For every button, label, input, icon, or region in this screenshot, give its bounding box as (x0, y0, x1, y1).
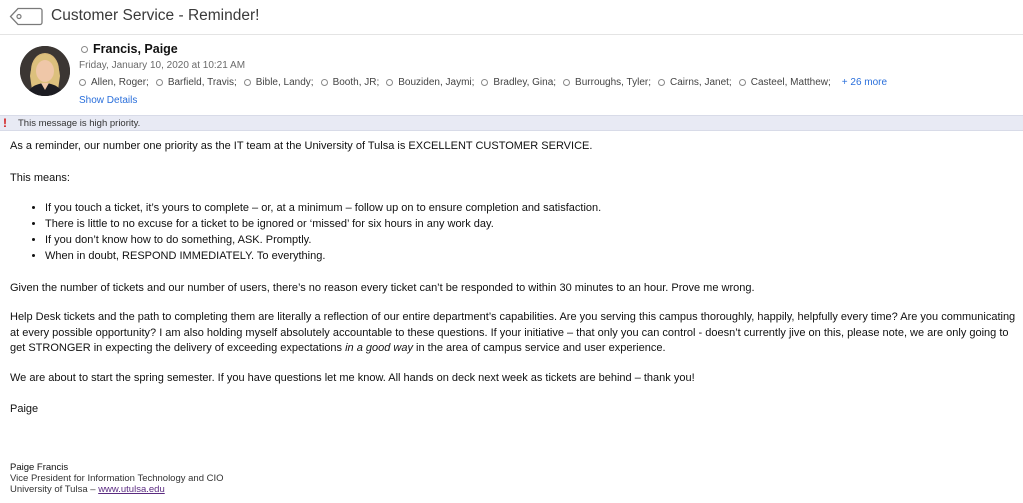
list-item: • If you touch a ticket, it’s yours to complete – or, at a minimum – follow up on to ensure completion and satisfaction. (45, 200, 601, 216)
list-item: • If you don’t know how to do something, ASK. Promptly. (45, 232, 601, 248)
recipient[interactable]: Bradley, Gina; (481, 77, 556, 88)
presence-icon (244, 79, 251, 86)
recipient[interactable]: Burroughs, Tyler; (563, 77, 651, 88)
list-item: • There is little to no excuse for a ticket to be ignored or ‘missed’ for six hours in any work day. (45, 216, 601, 232)
presence-icon (321, 79, 328, 86)
bullet-list (10, 200, 601, 264)
signature-org: University of Tulsa – www.utulsa.edu (10, 484, 165, 495)
exclamation-icon: ! (3, 116, 7, 130)
recipient[interactable]: Cairns, Janet; (658, 77, 732, 88)
recipient[interactable]: Bible, Landy; (244, 77, 314, 88)
presence-icon (386, 79, 393, 86)
emphasis-text: in a good way (345, 342, 413, 354)
signature-name: Paige Francis (10, 462, 69, 473)
recipient[interactable]: Booth, JR; (321, 77, 380, 88)
presence-icon (739, 79, 746, 86)
recipient[interactable]: Casteel, Matthew; (739, 77, 831, 88)
recipient-list (79, 77, 887, 88)
presence-icon (658, 79, 665, 86)
list-item: • When in doubt, RESPOND IMMEDIATELY. To everything. (45, 248, 601, 264)
more-recipients-link[interactable]: + 26 more (841, 77, 888, 88)
recipient[interactable]: Allen, Roger; (79, 77, 149, 88)
body-paragraph: This means: (10, 172, 70, 184)
priority-text: This message is high priority. (18, 118, 141, 129)
presence-icon (79, 79, 86, 86)
body-paragraph: Given the number of tickets and our number of users, there’s no reason every ticket can’t be responded to within 30 minutes to an hour. Prove me wrong. (10, 282, 755, 294)
body-paragraph: As a reminder, our number one priority as the IT team at the University of Tulsa is EXCELLENT CUSTOMER SERVICE. (10, 140, 593, 152)
signature-title: Vice President for Information Technology and CIO (10, 473, 224, 484)
signoff: Paige (10, 403, 39, 415)
tag-icon[interactable] (9, 7, 43, 26)
presence-icon (156, 79, 163, 86)
sent-date: Friday, January 10, 2020 at 10:21 AM (79, 60, 246, 71)
show-details-link[interactable]: Show Details (79, 95, 138, 106)
email-signature (10, 462, 224, 495)
body-paragraph: Help Desk tickets and the path to completing them are literally a reflection of our entire department’s capabilities. Are you serving this campus thoroughly, happily, helpfully every time? Are you communicating at every possible opportunity? I am also holding myself absolutely accountable to these questions. If your initiative – that only you can control - doesn’t currently jive on this, please note, we are only going to get STRONGER in expecting the delivery of exceeding expectations in a good way in the area of campus service and user experience. (10, 311, 1016, 354)
sender-name[interactable]: Francis, Paige (93, 42, 178, 56)
subject-row (0, 0, 1023, 34)
subject-title: Customer Service - Reminder! (51, 7, 260, 24)
priority-banner (0, 115, 1023, 131)
presence-icon (481, 79, 488, 86)
header-divider (0, 34, 1023, 35)
recipient[interactable]: Barfield, Travis; (156, 77, 237, 88)
avatar[interactable] (20, 46, 70, 96)
presence-icon (563, 79, 570, 86)
website-link[interactable]: www.utulsa.edu (98, 484, 165, 495)
body-paragraph: We are about to start the spring semester. If you have questions let me know. All hands on deck next week as tickets are behind – thank you! (10, 372, 695, 384)
recipient[interactable]: Bouziden, Jaymi; (386, 77, 474, 88)
presence-status-icon (81, 46, 88, 53)
